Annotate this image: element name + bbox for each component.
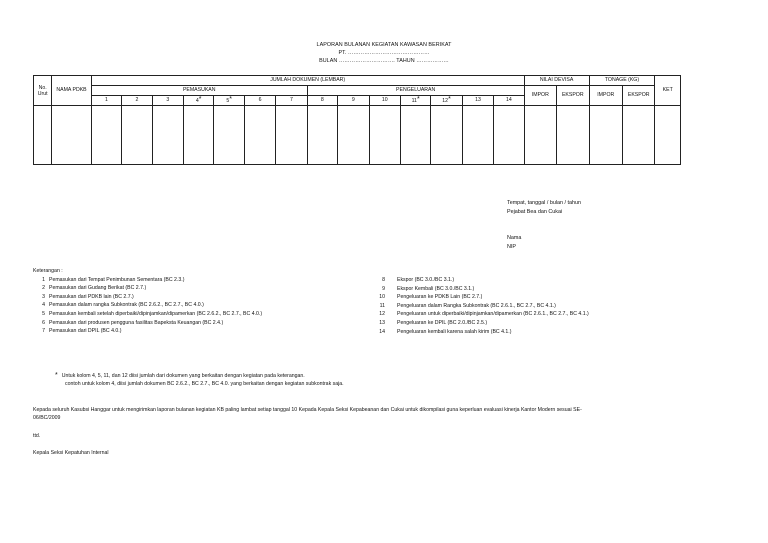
signature-place-date: Tempat, tanggal / bulan / tahun [507,200,582,206]
list-item: 11 Pengeluaran dalam Rangka Subkontrak (BC 2.6.1., BC 2.7., BC 4.1.) [379,302,556,309]
asterisk-icon: * [55,372,58,379]
table-cell[interactable] [369,106,400,165]
notes-left [33,267,262,336]
table-row [34,106,681,165]
col-tonage-ekspor: EKSPOR [622,86,654,106]
activity-table [33,75,681,165]
col-num-12: 12* [431,96,462,106]
table-cell[interactable] [152,106,183,165]
list-item: 10 Pengeluaran ke PDKB Lain (BC 2.7.) [379,294,483,301]
col-nilai-devisa: NILAI DEVISA [524,76,589,86]
col-num-6: 6 [244,96,275,106]
table-cell[interactable] [244,106,275,165]
list-item: 3 Pemasukan dari PDKB lain (BC 2.7.) [42,293,134,300]
list-item: 13 Pengeluaran ke DPIL (BC 2.0./BC 2.5.) [379,319,488,326]
col-tonage: TONAGE (KG) [589,76,655,86]
col-num-2: 2 [122,96,152,106]
list-item: 2 Pemasukan dari Gudang Berikat (BC 2.7.) [42,285,147,292]
list-item: 7 Pemasukan dari DPIL (BC 4.0.) [42,328,122,335]
col-pengeluaran: PENGELUARAN [307,86,524,96]
col-devisa-ekspor: EKSPOR [557,86,589,106]
table-cell[interactable] [524,106,556,165]
list-item: 8 Ekspor (BC 3.0./BC 3.1.) [382,277,455,283]
table-cell[interactable] [338,106,369,165]
col-jumlah-dokumen: JUMLAH DOKUMEN (LEMBAR) [91,76,524,86]
table-cell[interactable] [589,106,622,165]
col-ket: KET [655,76,681,106]
table-cell[interactable] [52,106,92,165]
period-line: BULAN …………………………. TAHUN ……………… [319,58,449,64]
col-num-3: 3 [152,96,183,106]
table-cell[interactable] [431,106,462,165]
signer-title: Kepala Seksi Kepatuhan Internal [33,450,109,456]
notes-right [363,276,589,336]
col-num-9: 9 [338,96,369,106]
star-mark: * [416,96,420,104]
list-item: 14 Pengeluaran kembali karena salah kirim (BC 4.1.) [379,328,512,335]
table-cell[interactable] [184,106,214,165]
instruction-text: Kepada seluruh Kasubsi Hanggar untuk mengirimkan laporan bulanan kegiatan KB paling lambat setiap tanggal 10 Kepada Kepala Seksi Kepabeanan dan Cukai untuk dikompilasi guna keperluan evaluasi kinerja Kantor Modern sesuai SE- 06/BC/2009 [33,407,582,421]
table-cell[interactable] [214,106,244,165]
col-num-14: 14 [494,96,524,106]
list-item: 1 Pemasukan dari Tempat Penimbunan Sementara (BC 2.3.) [42,276,185,283]
col-pemasukan: PEMASUKAN [91,86,307,96]
table-cell[interactable] [122,106,152,165]
notes-title: Keterangan : [33,268,63,274]
table-cell[interactable] [557,106,589,165]
table-cell[interactable] [400,106,430,165]
table-cell[interactable] [91,106,121,165]
list-item: 5 Pemasukan kembali setelah diperbaiki/dipinjamkan/dipamerkan (BC 2.6.2., BC 2.7., BC 4.0.) [42,310,263,317]
list-item: 9 Ekspor Kembali (BC 3.0./BC 3.1.) [382,285,475,292]
col-tonage-impor: IMPOR [589,86,622,106]
footnote: * Untuk kolom 4, 5, 11, dan 12 diisi jumlah dari dokumen yang berkaitan dengan kegiatan pada keterangan. contoh untuk kolom 4, diisi jumlah dokumen BC 2.6.2., BC 2.7., BC 4.0. yang berkaitan dengan kegiatan subkontrak saja. [55,372,344,387]
col-num-11: 11* [400,96,430,106]
col-num-1: 1 [91,96,121,106]
col-num-5: 5* [214,96,244,106]
table-cell[interactable] [307,106,337,165]
col-num-13: 13 [462,96,493,106]
star-mark: * [198,96,202,104]
ttd-label: ttd. [33,433,41,439]
company-line: PT. ……………………………………… [338,50,430,56]
signature-nip: NIP [507,244,516,250]
col-num-7: 7 [276,96,307,106]
list-item: 12 Pengeluaran untuk diperbaiki/dipinjamkan/dipamerkan (BC 2.6.1., BC 2.7., BC 4.1.) [379,311,589,318]
col-num-4: 4* [184,96,214,106]
table-cell[interactable] [622,106,654,165]
list-item: 4 Pemasukan dalam rangka Subkontrak (BC 2.6.2., BC 2.7., BC 4.0.) [42,302,204,309]
report-title: LAPORAN BULANAN KEGIATAN KAWASAN BERIKAT [316,42,452,48]
table-cell[interactable] [494,106,524,165]
star-mark: * [448,96,451,104]
col-num-8: 8 [307,96,337,106]
col-nama-pdkb: NAMA PDKB [52,76,92,106]
signature-name: Nama [507,235,522,241]
col-num-10: 10 [369,96,400,106]
star-mark: * [229,96,232,104]
table-cell[interactable] [276,106,307,165]
table-cell[interactable] [655,106,681,165]
table-cell[interactable] [34,106,52,165]
col-no-urut: No. Urut [34,76,52,106]
table-cell[interactable] [462,106,493,165]
col-devisa-impor: IMPOR [524,86,556,106]
list-item: 6 Pemasukan dari produsen pengguna fasilitas Bapeksta Keuangan (BC 2.4.) [42,319,224,326]
signature-official: Pejabat Bea dan Cukai [507,209,563,215]
